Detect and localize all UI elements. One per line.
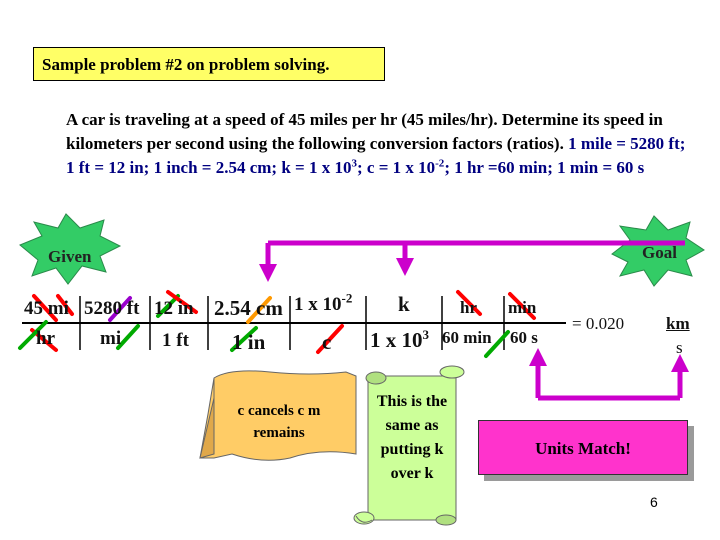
conversion-factors-b: ; c = 1 x 10 bbox=[356, 158, 436, 177]
conversion-factors-c: ; 1 hr =60 min; 1 min = 60 s bbox=[444, 158, 645, 177]
fraction-8-numerator: min bbox=[508, 298, 537, 317]
fraction-5-numerator-base: 1 x 10 bbox=[294, 294, 342, 315]
fraction-7-numerator: hr bbox=[460, 298, 477, 317]
page-number: 6 bbox=[650, 494, 658, 510]
fraction-2-denominator: mi bbox=[100, 328, 122, 349]
problem-text: A car is traveling at a speed of 45 miles per hr (45 miles/hr). Determine its speed in kilometers per second using the following conversion factors (ratios). bbox=[66, 110, 663, 153]
fraction-4-denominator: 1 in bbox=[232, 330, 266, 354]
fraction-5-numerator-exp: -2 bbox=[341, 290, 353, 306]
fraction-2-numerator: 5280 ft bbox=[84, 298, 140, 319]
units-match-box: Units Match! bbox=[478, 420, 688, 475]
fraction-1-denominator: hr bbox=[36, 328, 55, 349]
fraction-5-denominator: c bbox=[322, 330, 332, 354]
c-exponent: -2 bbox=[435, 157, 445, 170]
fraction-6-denominator-base: 1 x 10 bbox=[370, 328, 423, 352]
right-scroll-text: This is the same as putting k over k bbox=[376, 393, 448, 482]
result-value: = 0.020 bbox=[572, 314, 625, 333]
fraction-3-numerator: 12 in bbox=[154, 298, 194, 319]
given-label: Given bbox=[48, 247, 92, 266]
fraction-1-numerator: 45 mi bbox=[24, 298, 69, 319]
fraction-6-denominator bbox=[370, 328, 429, 353]
goal-label: Goal bbox=[642, 243, 677, 262]
left-scroll-text: c cancels c m remains bbox=[237, 403, 321, 441]
slide-title: Sample problem #2 on problem solving. bbox=[33, 47, 385, 81]
result-unit-numerator: km bbox=[666, 314, 690, 333]
fraction-3-denominator: 1 ft bbox=[162, 330, 189, 351]
fraction-8-denominator: 60 s bbox=[510, 328, 538, 347]
fraction-6-numerator: k bbox=[398, 292, 410, 316]
k-exponent: 3 bbox=[351, 157, 357, 170]
fraction-6-denominator-exp: 3 bbox=[422, 327, 429, 342]
conversion-factors-a: 1 mile = 5280 ft; 1 ft = 12 in; 1 inch = 2.54 cm; k = 1 x 10 bbox=[66, 134, 686, 177]
fraction-5-numerator bbox=[294, 290, 353, 316]
fraction-7-denominator: 60 min bbox=[442, 328, 492, 347]
fraction-4-numerator: 2.54 cm bbox=[214, 296, 283, 320]
result-unit-denominator: s bbox=[676, 338, 683, 357]
units-match-bracket bbox=[529, 348, 689, 398]
